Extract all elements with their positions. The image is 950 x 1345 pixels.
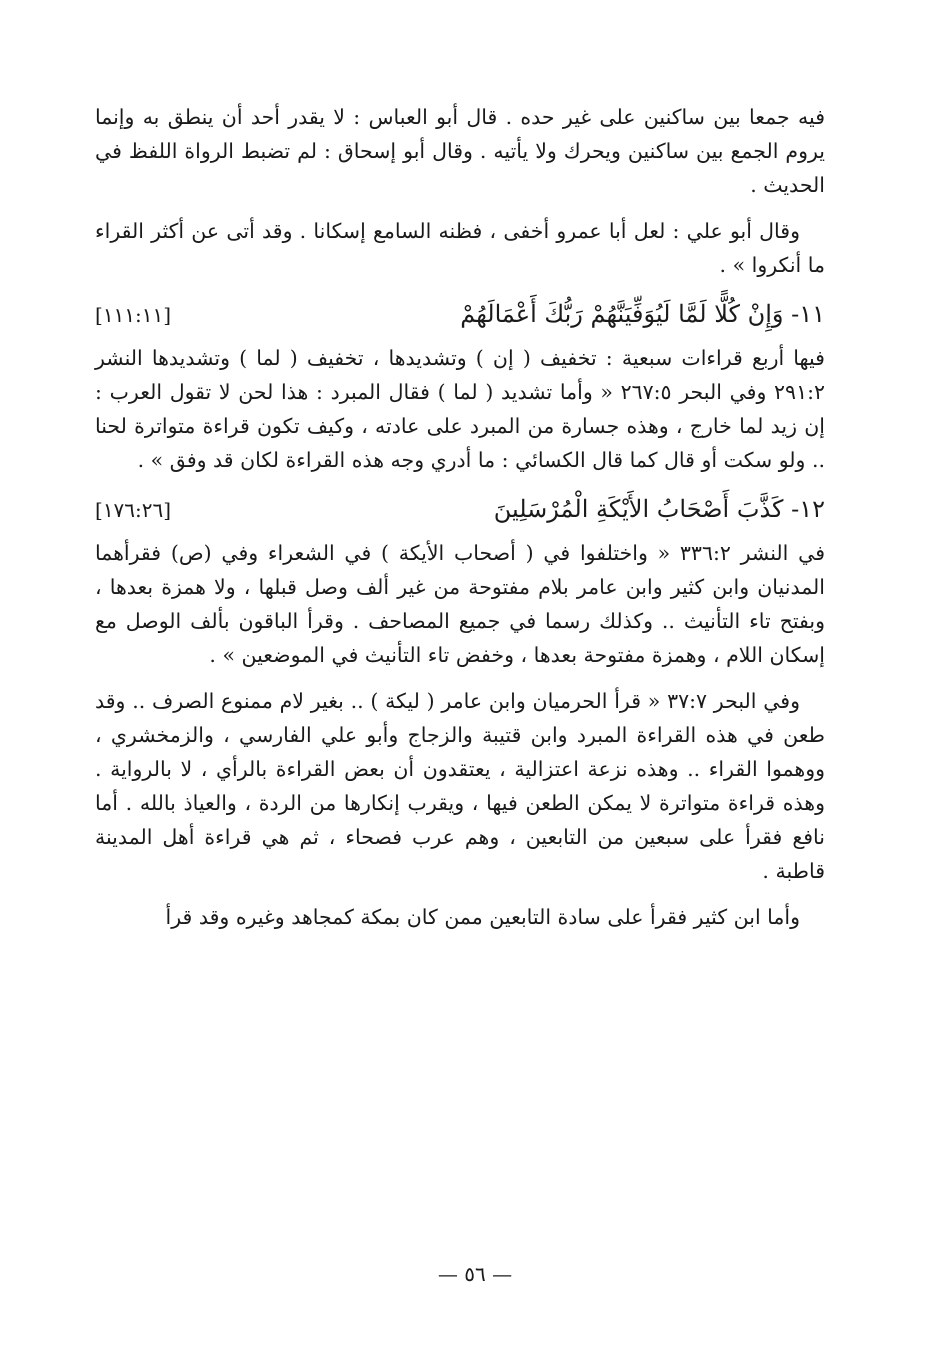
- verse-heading: [95, 489, 825, 530]
- page-number: — ٥٦ —: [437, 1262, 513, 1286]
- paragraph: في النشر ٣٣٦:٢ « واختلفوا في ( أصحاب الأيكة ) في الشعراء وفي (ص) فقرأهما المدنيان وابن كثير وابن عامر بلام مفتوحة من غير ألف وصل قبلها ، ولا همزة بعدها ، وبفتح تاء التأنيث .. وكذلك رسما في جميع المصاحف . وقرأ الباقون بألف الوصل مع إسكان اللام ، وهمزة مفتوحة بعدها ، وخفض تاء التأنيث في الموضعين » .: [95, 541, 825, 667]
- verse-reference: [١١١:١١]: [95, 303, 172, 327]
- page-body: [95, 100, 825, 946]
- verse-text: ١٢- كَذَّبَ أَصْحَابُ الأَيْكَةِ الْمُرْسَلِينَ: [493, 495, 825, 523]
- paragraph: فيها أربع قراءات سبعية : تخفيف ( إن ) وتشديدها ، تخفيف ( لما ) وتشديدها النشر ٢٩١:٢ وفي البحر ٢٦٧:٥ « وأما تشديد ( لما ) فقال المبرد : هذا لحن لا تقول العرب : إن زيد لما خارج ، وهذه جسارة من المبرد على عادته ، وكيف تكون قراءة متواترة لحنا .. ولو سكت أو قال كما قال الكسائي : ما أدري وجه هذه القراءة لكان قد وفق » .: [95, 346, 825, 472]
- verse-heading: [95, 294, 825, 335]
- paragraph: وفي البحر ٣٧:٧ « قرأ الحرميان وابن عامر ( ليكة ) .. بغير لام ممنوع الصرف .. وقد طعن في هذه القراءة المبرد وابن قتيبة والزجاج وأبو علي الفارسي ، والزمخشري ، ووهموا القراء .. وهذه نزعة اعتزالية ، يعتقدون أن بعض القراءة بالرأي ، لا بالرواية . وهذه قراءة متواترة لا يمكن الطعن فيها ، ويقرب إنكارها من الردة ، والعياذ بالله . أما نافع فقرأ على سبعين من التابعين ، وهم عرب فصحاء ، ثم هي قراءة أهل المدينة قاطبة .: [95, 689, 825, 883]
- verse-text: ١١- وَإِنْ كُلًّا لَمَّا لَيُوَفِّيَنَّهُمْ رَبُّكَ أَعْمَالَهُمْ: [460, 300, 825, 328]
- verse-reference: [١٧٦:٢٦]: [95, 498, 172, 522]
- paragraph: وقال أبو علي : لعل أبا عمرو أخفى ، فظنه السامع إسكانا . وقد أتى عن أكثر القراء ما أنكروا » .: [95, 219, 825, 277]
- paragraph: فيه جمعا بين ساكنين على غير حده . قال أبو العباس : لا يقدر أحد أن ينطق به وإنما يروم الجمع بين ساكنين ويحرك ولا يأتيه . وقال أبو إسحاق : لم تضبط الرواة اللفظ في الحديث .: [95, 105, 825, 197]
- paragraph: وأما ابن كثير فقرأ على سادة التابعين ممن كان بمكة كمجاهد وغيره وقد قرأ: [165, 905, 800, 929]
